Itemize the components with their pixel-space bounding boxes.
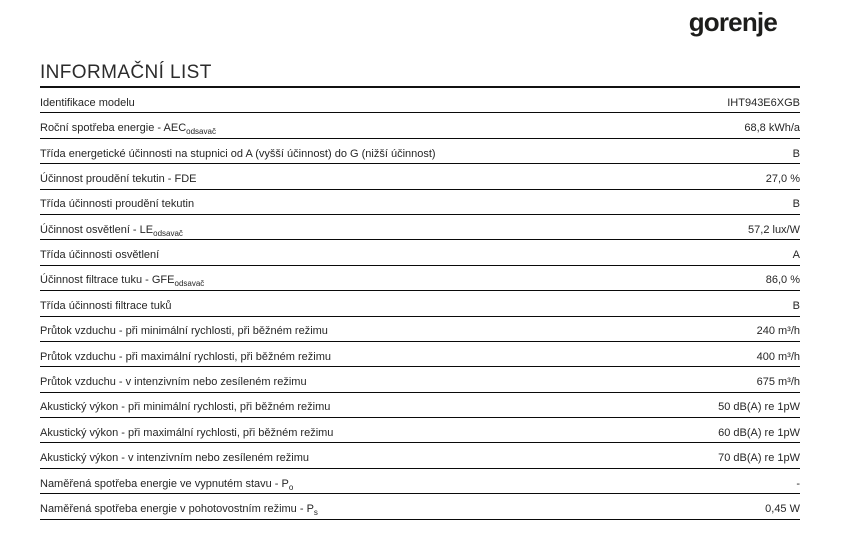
spec-label-text: Identifikace modelu [40, 96, 135, 109]
spec-label [40, 274, 204, 287]
table-row-energy-class [40, 139, 800, 164]
spec-label-text: Roční spotřeba energie - AEC [40, 122, 187, 135]
spec-label [40, 427, 333, 440]
spec-value: 240 m³/h [756, 325, 800, 338]
table-row-airflow-max [40, 342, 800, 367]
table-row-standby-consumption [40, 494, 800, 519]
spec-label [40, 198, 194, 211]
table-row-airflow-intensive [40, 367, 800, 392]
spec-value: 70 dB(A) re 1pW [718, 452, 800, 465]
spec-label [40, 97, 135, 110]
spec-table [40, 88, 800, 520]
spec-label-subscript: odsavač [186, 127, 216, 137]
table-row-lighting-efficiency [40, 215, 800, 240]
spec-value: 0,45 W [765, 503, 800, 515]
spec-label-text: Akustický výkon - při minimální rychlosti, při běžném režimu [40, 401, 331, 414]
spec-value: 675 m³/h [756, 376, 800, 389]
table-row-grease-filtering-efficiency [40, 266, 800, 291]
table-row-lighting-class [40, 240, 800, 265]
table-row-noise-min [40, 393, 800, 418]
spec-value: B [792, 147, 800, 160]
spec-label-text: Účinnost filtrace tuku - GFE [40, 274, 175, 287]
spec-label-text: Akustický výkon - v intenzivním nebo zesíleném režimu [40, 452, 309, 465]
spec-label [40, 249, 159, 262]
spec-value: 86,0 % [765, 274, 800, 287]
spec-label-text: Účinnost osvětlení - LE [40, 223, 154, 236]
table-row-noise-intensive [40, 443, 800, 468]
spec-label [40, 376, 307, 389]
spec-value: 50 dB(A) re 1pW [718, 401, 800, 414]
spec-value: 400 m³/h [756, 350, 800, 363]
spec-label-text: Účinnost proudění tekutin - FDE [40, 172, 197, 185]
spec-value: 57,2 lux/W [748, 223, 800, 236]
spec-label [40, 148, 436, 161]
table-row-noise-max [40, 418, 800, 443]
spec-value: IHT943E6XGB [727, 96, 800, 109]
gorenje-logo: gorenje [688, 7, 777, 37]
spec-label [40, 300, 171, 313]
spec-label [40, 401, 330, 414]
table-row-annual-energy [40, 113, 800, 138]
spec-label [40, 478, 293, 491]
spec-value: - [796, 477, 800, 490]
spec-label-text: Třída účinnosti filtrace tuků [40, 299, 172, 312]
spec-label-subscript: s [313, 508, 318, 517]
spec-label [40, 351, 331, 364]
spec-label [40, 503, 318, 516]
spec-value: A [792, 249, 800, 262]
spec-label-subscript: o [288, 482, 294, 492]
spec-value: 27,0 % [765, 172, 800, 185]
spec-value: B [792, 299, 800, 312]
table-row-fluid-dynamic-efficiency [40, 164, 800, 189]
spec-label-text: Průtok vzduchu - v intenzivním nebo zesíleném režimu [40, 376, 307, 389]
table-row-model-id [40, 88, 800, 113]
spec-label-text: Třída účinnosti osvětlení [40, 249, 160, 262]
spec-label [40, 224, 183, 237]
spec-label-text: Akustický výkon - při maximální rychlosti, při běžném režimu [40, 426, 334, 439]
spec-label-subscript: odsavač [153, 228, 183, 238]
spec-value: 60 dB(A) re 1pW [718, 426, 800, 439]
spec-label [40, 173, 197, 186]
spec-label-text: Naměřená spotřeba energie ve vypnutém stavu - P [40, 477, 289, 490]
page-title: INFORMAČNÍ LIST [40, 62, 212, 83]
spec-label-text: Průtok vzduchu - při minimální rychlosti, při běžném režimu [40, 325, 328, 338]
spec-label-text: Třída účinnosti proudění tekutin [40, 198, 195, 211]
table-row-fluid-dynamic-class [40, 190, 800, 215]
spec-label-text: Průtok vzduchu - při maximální rychlosti, při běžném režimu [40, 350, 331, 363]
table-row-airflow-min [40, 317, 800, 342]
spec-label [40, 452, 309, 465]
spec-value: B [792, 198, 800, 211]
spec-label-text: Naměřená spotřeba energie v pohotovostním režimu - P [40, 503, 314, 515]
table-row-power-off-consumption [40, 469, 800, 494]
spec-value: 68,8 kWh/a [744, 122, 800, 135]
spec-label-subscript: odsavač [174, 279, 205, 289]
table-row-grease-filtering-class [40, 291, 800, 316]
spec-label-text: Třída energetické účinnosti na stupnici od A (vyšší účinnost) do G (nižší účinnost) [40, 147, 436, 160]
spec-label [40, 122, 216, 135]
spec-label [40, 325, 328, 338]
